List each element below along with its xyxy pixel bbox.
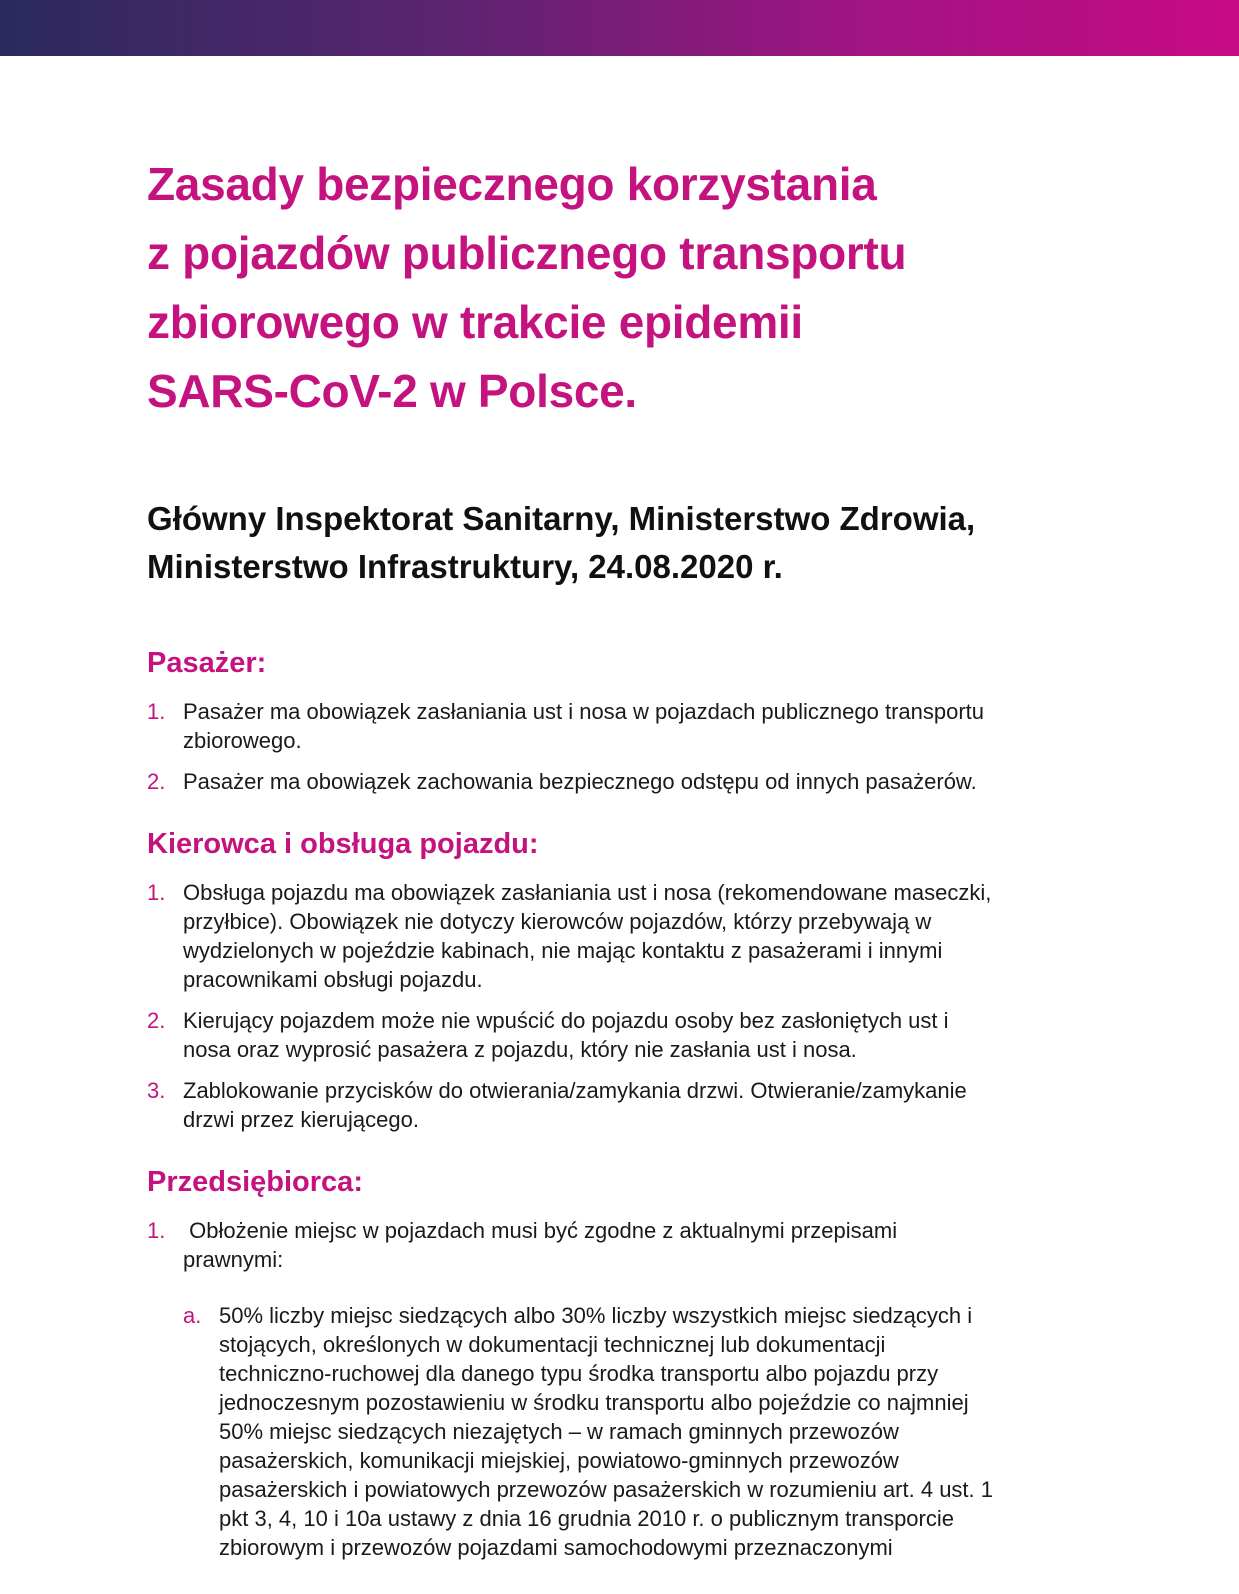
subtitle-line: Główny Inspektorat Sanitarny, Ministerstwo Zdrowia, xyxy=(147,500,976,537)
section-passenger xyxy=(147,645,1107,796)
section-heading: Pasażer: xyxy=(147,647,267,679)
document-title xyxy=(147,150,1107,426)
item-text-line: przyłbice). Obowiązek nie dotyczy kierowców pojazdów, którzy przebywają w xyxy=(183,909,932,934)
subitem-text-line: stojących, określonych w dokumentacji technicznej lub dokumentacji xyxy=(219,1332,886,1357)
item-text-line: zbiorowego. xyxy=(183,728,302,753)
list-item xyxy=(147,1216,1107,1562)
subtitle-line: Ministerstwo Infrastruktury, 24.08.2020 r. xyxy=(147,548,783,585)
section-operator xyxy=(147,1164,1107,1562)
list-item xyxy=(147,697,1107,755)
title-line: SARS-CoV-2 w Polsce. xyxy=(147,365,637,417)
item-text-line: drzwi przez kierującego. xyxy=(183,1107,419,1132)
driver-rules-list xyxy=(147,878,1107,1134)
list-item xyxy=(147,1076,1107,1134)
item-text-line: Obłożenie miejsc w pojazdach musi być zgodne z aktualnymi przepisami xyxy=(183,1218,898,1243)
subitem-text-line: jednoczesnym pozostawieniu w środku transportu albo pojeździe co najmniej xyxy=(219,1390,969,1415)
item-text-line: nosa oraz wyprosić pasażera z pojazdu, który nie zasłania ust i nosa. xyxy=(183,1037,857,1062)
sub-list-item xyxy=(183,1301,1107,1562)
item-text-line: Pasażer ma obowiązek zachowania bezpiecznego odstępu od innych pasażerów. xyxy=(183,769,977,794)
item-text-line: Zablokowanie przycisków do otwierania/zamykania drzwi. Otwieranie/zamykanie xyxy=(183,1078,967,1103)
list-item xyxy=(147,878,1107,994)
section-driver-and-crew xyxy=(147,826,1107,1134)
item-text-line: wydzielonych w pojeździe kabinach, nie mając kontaktu z pasażerami i innymi xyxy=(183,938,943,963)
list-item xyxy=(147,767,1107,796)
section-heading: Kierowca i obsługa pojazdu: xyxy=(147,828,539,860)
subitem-text-line: zbiorowym i przewozów pojazdami samochodowymi przeznaczonymi xyxy=(219,1535,893,1560)
item-text-line: pracownikami obsługi pojazdu. xyxy=(183,967,483,992)
operator-rules-list xyxy=(147,1216,1107,1562)
title-line: zbiorowego w trakcie epidemii xyxy=(147,296,803,348)
subitem-text-line: pkt 3, 4, 10 i 10a ustawy z dnia 16 grudnia 2010 r. o publicznym transporcie xyxy=(219,1506,954,1531)
list-number: 3. xyxy=(147,1078,166,1103)
list-number: 1. xyxy=(147,699,166,724)
subitem-text-line: techniczno-ruchowej dla danego typu środka transportu albo pojazdu przy xyxy=(219,1361,939,1386)
subitem-text-line: 50% liczby miejsc siedzących albo 30% liczby wszystkich miejsc siedzących i xyxy=(219,1303,973,1328)
header-gradient-bar xyxy=(0,0,1239,56)
list-letter: a. xyxy=(183,1303,202,1328)
passenger-rules-list xyxy=(147,697,1107,796)
list-item xyxy=(147,1006,1107,1064)
subitem-text-line: pasażerskich i powiatowych przewozów pasażerskich w rozumieniu art. 4 ust. 1 xyxy=(219,1477,993,1502)
section-heading: Przedsiębiorca: xyxy=(147,1166,363,1198)
title-line: z pojazdów publicznego transportu xyxy=(147,227,907,279)
list-number: 2. xyxy=(147,769,166,794)
document-subtitle xyxy=(147,495,1107,591)
document-body xyxy=(147,150,1107,1574)
item-text-line: Pasażer ma obowiązek zasłaniania ust i nosa w pojazdach publicznego transportu xyxy=(183,699,985,724)
list-number: 1. xyxy=(147,880,166,905)
list-number: 2. xyxy=(147,1008,166,1033)
title-line: Zasady bezpiecznego korzystania xyxy=(147,158,877,210)
subitem-text-line: 50% miejsc siedzących niezajętych – w ramach gminnych przewozów xyxy=(219,1419,899,1444)
item-text-line: prawnymi: xyxy=(183,1247,284,1272)
item-text-line: Kierujący pojazdem może nie wpuścić do pojazdu osoby bez zasłoniętych ust i xyxy=(183,1008,949,1033)
subitem-text-line: pasażerskich, komunikacji miejskiej, powiatowo-gminnych przewozów xyxy=(219,1448,899,1473)
operator-subrules-list xyxy=(183,1301,1107,1562)
item-text-line: Obsługa pojazdu ma obowiązek zasłaniania ust i nosa (rekomendowane maseczki, xyxy=(183,880,992,905)
list-number: 1. xyxy=(147,1218,166,1243)
